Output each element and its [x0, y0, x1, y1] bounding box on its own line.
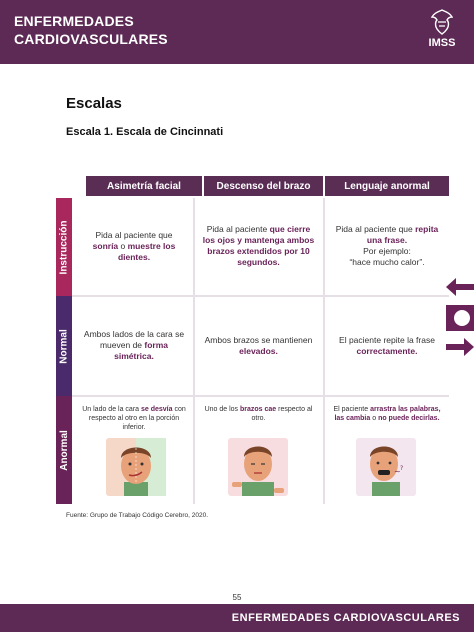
cell-normal-speech: El paciente repite la frase correctamente.: [339, 334, 435, 356]
column-header-facial: Asimetría facial: [86, 176, 202, 196]
column-header-arm: Descenso del brazo: [204, 176, 323, 196]
svg-text:~: ~: [394, 467, 401, 476]
section-title: Escalas: [66, 95, 122, 112]
facial-asymmetry-illustration: [106, 438, 166, 496]
row-header-instruction-label: Instrucción: [58, 220, 70, 274]
arm-drift-illustration: [228, 438, 288, 496]
page-number: 55: [232, 593, 242, 602]
row-header-normal: [56, 296, 72, 396]
row-header-abnormal: [56, 396, 72, 504]
cell-abnormal-speech: El paciente arrastra las palabras, las cambia o no puede decirlas.: [333, 406, 441, 422]
footer-text: ENFERMEDADES CARDIOVASCULARES: [231, 612, 460, 624]
side-nav-button[interactable]: [446, 336, 474, 358]
scale-subtitle: Escala 1. Escala de Cincinnati: [66, 126, 224, 138]
arrow-right-icon: [446, 336, 474, 358]
cell-normal-facial: Ambos lados de la cara se mueven de forma simétrica.: [83, 329, 185, 361]
circle-icon: [446, 305, 474, 331]
svg-text:?: ?: [400, 465, 404, 472]
eagle-logo-icon: [429, 8, 455, 36]
page-header: [0, 0, 474, 64]
page-footer: [0, 604, 474, 632]
speech-disorder-illustration: [356, 438, 416, 496]
source-note: Fuente: Grupo de Trabajo Código Cerebro, 2020.: [66, 512, 209, 519]
side-nav-button[interactable]: [446, 276, 474, 298]
header-title: [14, 12, 168, 48]
cell-instruction-speech: Pida al paciente que repita una frase. Por ejemplo: “hace mucho calor”.: [335, 224, 439, 267]
column-header-speech: Lenguaje anormal: [325, 176, 449, 196]
cell-abnormal-arm: Uno de los brazos cae respecto al otro.: [204, 406, 313, 422]
side-nav-button[interactable]: [446, 305, 474, 331]
imss-logo: [424, 8, 460, 56]
cell-abnormal-facial: Un lado de la cara se desvía con respecto al otro en la porción inferior.: [82, 406, 186, 431]
cincinnati-scale-table: [56, 176, 449, 506]
row-header-instruction: [56, 198, 72, 296]
logo-text: IMSS: [428, 37, 456, 49]
arrow-left-icon: [446, 276, 474, 298]
row-header-normal-label: Normal: [58, 328, 70, 364]
cell-instruction-arm: Pida al paciente que cierre los ojos y mantenga ambos brazos extendidos por 10 segundos.: [202, 224, 315, 267]
cell-instruction-facial: Pida al paciente que sonría o muestre los dientes.: [92, 229, 176, 262]
header-title-line2: CARDIOVASCULARES: [14, 31, 168, 47]
row-header-abnormal-label: Anormal: [58, 429, 70, 471]
header-title-line1: ENFERMEDADES: [14, 13, 134, 29]
cell-normal-arm: Ambos brazos se mantienen elevados.: [204, 334, 313, 356]
